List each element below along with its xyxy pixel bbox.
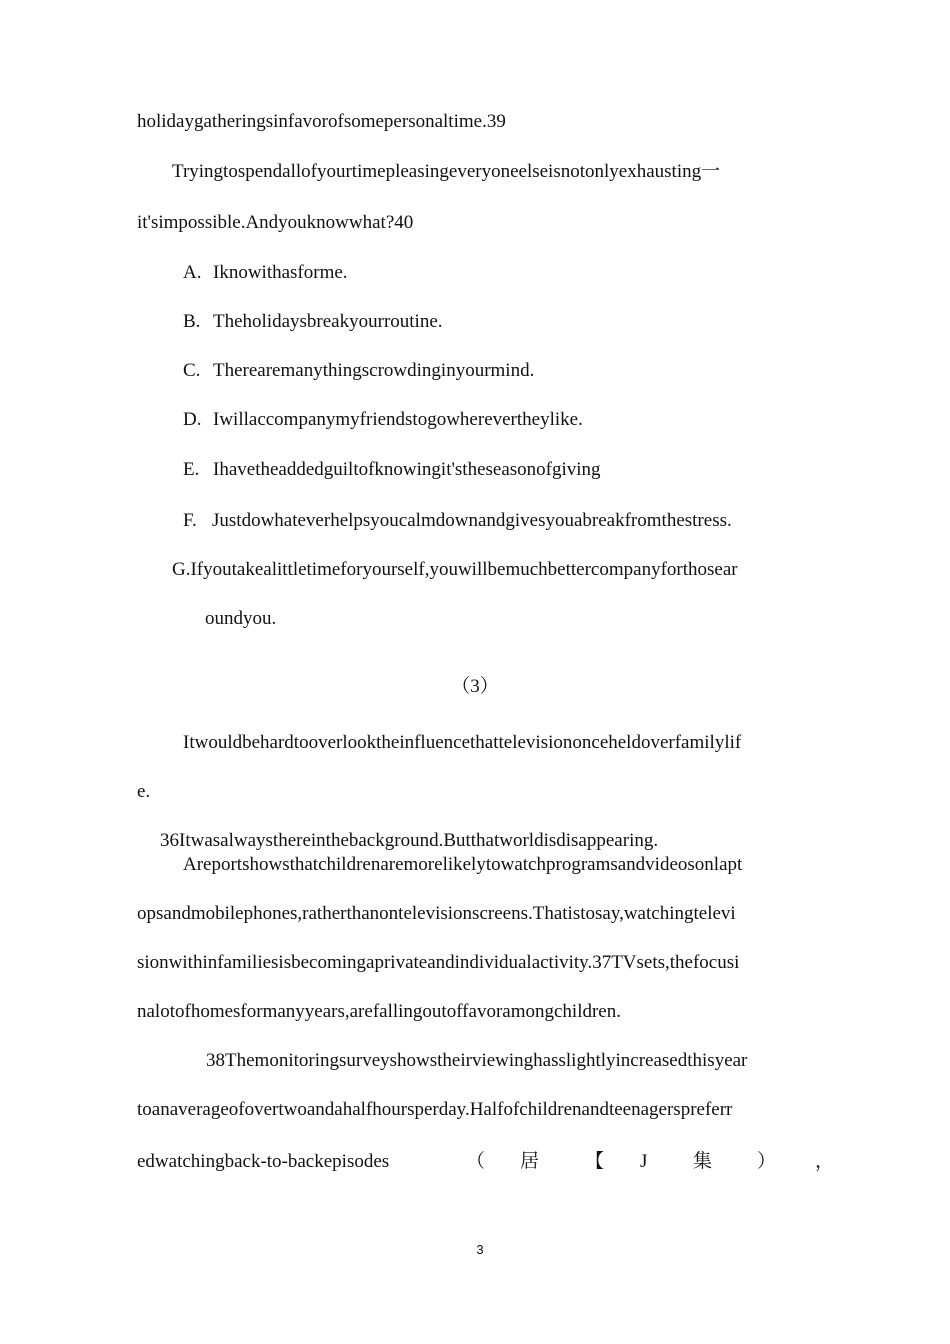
tail-char-2: 居 — [520, 1151, 540, 1172]
option-g-line-2: oundyou. — [205, 608, 277, 629]
option-f — [183, 509, 732, 533]
option-text: Justdowhateverhelpsyoucalmdownandgivesyouabreakfromthestress. — [212, 510, 732, 531]
passage-line-7: nalotofhomesformanyyears,arefallingoutoffavoramongchildren. — [137, 1001, 621, 1022]
tail-char-6: ） — [757, 1151, 777, 1172]
passage-line-1: Itwouldbehardtooverlooktheinfluencethattelevisiononceheldoverfamilylif — [183, 732, 742, 753]
tail-char-5: 集 — [693, 1151, 713, 1172]
text-line-3: it'simpossible.Andyouknowwhat?40 — [137, 212, 414, 233]
tail-char-4: J — [640, 1151, 648, 1172]
passage-line-4: Areportshowsthatchildrenaremorelikelytowatchprogramsandvideosonlapt — [183, 854, 743, 875]
option-b — [183, 310, 443, 334]
option-text: Theholidaysbreakyourroutine. — [213, 311, 443, 332]
text-line-2: Tryingtospendallofyourtimepleasingeveryoneelseisnotonlyexhausting一 — [172, 161, 721, 182]
option-letter: C. — [183, 360, 201, 381]
option-d — [183, 408, 583, 432]
tail-char-1: （ — [466, 1151, 486, 1172]
option-text: Ihavetheaddedguiltofknowingit'stheseasonofgiving — [213, 459, 601, 480]
option-text: Iknowithasforme. — [213, 262, 348, 283]
passage-line-10: edwatchingback-to-backepisodes — [137, 1151, 390, 1172]
option-letter: B. — [183, 311, 201, 332]
option-c — [183, 359, 534, 383]
passage-line-8: 38Themonitoringsurveyshowstheirviewinghasslightlyincreasedthisyear — [206, 1050, 748, 1071]
tail-char-7: ， — [815, 1151, 835, 1172]
passage-line-2: e. — [137, 781, 151, 802]
option-a — [183, 261, 348, 285]
passage-line-5: opsandmobilephones,ratherthanontelevisionscreens.Thatistosay,watchingtelevi — [137, 903, 736, 924]
option-letter: F. — [183, 510, 197, 531]
option-letter: D. — [183, 409, 202, 430]
passage-line-3: 36Itwasalwaysthereinthebackground.Butthatworldisdisappearing. — [160, 830, 659, 851]
option-letter: E. — [183, 459, 200, 480]
text-line-1: holidaygatheringsinfavorofsomepersonaltime.39 — [137, 111, 506, 132]
tail-char-3: 【 — [585, 1151, 605, 1172]
option-letter: A. — [183, 262, 202, 283]
passage-line-6: sionwithinfamiliesisbecomingaprivateandindividualactivity.37TVsets,thefocusi — [137, 952, 740, 973]
option-e — [183, 458, 601, 482]
option-text: Therearemanythingscrowdinginyourmind. — [213, 360, 535, 381]
option-text: Iwillaccompanymyfriendstogowherevertheylike. — [213, 409, 583, 430]
passage-line-9: toanaverageofovertwoandahalfhoursperday.Halfofchildrenandteenagerspreferr — [137, 1099, 733, 1120]
page-number: 3 — [476, 1242, 484, 1257]
option-g-line-1: G.Ifyoutakealittletimeforyourself,youwillbemuchbettercompanyforthosear — [172, 559, 738, 580]
section-heading: （3） — [451, 676, 499, 697]
